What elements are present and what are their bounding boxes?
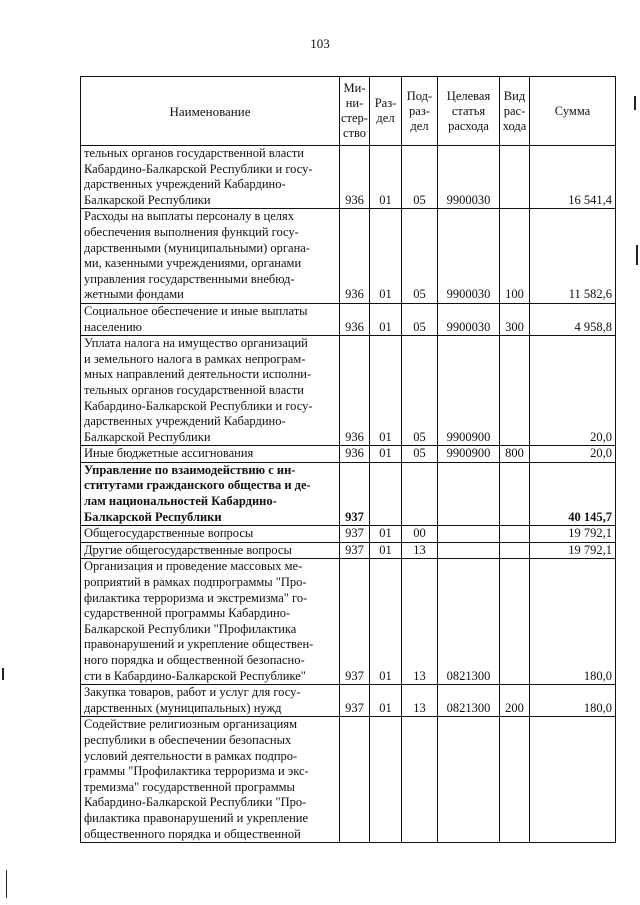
row-ministry-cell: 937 bbox=[340, 526, 370, 543]
row-ministry-cell: 936 bbox=[340, 146, 370, 209]
row-subsection-cell: 05 bbox=[402, 336, 438, 446]
row-expense-type-cell bbox=[500, 336, 530, 446]
row-sum-cell: 19 792,1 bbox=[530, 526, 616, 543]
table-row bbox=[81, 717, 616, 843]
row-subsection-cell: 05 bbox=[402, 209, 438, 304]
row-name-cell: Другие общегосударственные вопросы bbox=[81, 542, 340, 559]
table-row bbox=[81, 146, 616, 209]
row-section-cell: 01 bbox=[370, 303, 402, 335]
row-sum-cell bbox=[530, 717, 616, 843]
scan-edge-mark bbox=[634, 96, 636, 110]
row-ministry-cell: 936 bbox=[340, 303, 370, 335]
row-name-cell: Расходы на выплаты персоналу в целях обеспечения выполнения функций госу- дарственными (муниципальными) органа- ми, казенными учреждениями, органами управления государственными внебюд- жетными фондами bbox=[81, 209, 340, 304]
row-subsection-cell: 05 bbox=[402, 446, 438, 463]
row-target-cell: 9900900 bbox=[438, 336, 500, 446]
row-expense-type-cell: 200 bbox=[500, 685, 530, 717]
row-ministry-cell: 937 bbox=[340, 685, 370, 717]
row-target-cell: 9900900 bbox=[438, 446, 500, 463]
row-section-cell: 01 bbox=[370, 146, 402, 209]
row-subsection-cell: 05 bbox=[402, 303, 438, 335]
row-sum-cell: 4 958,8 bbox=[530, 303, 616, 335]
row-ministry-cell: 937 bbox=[340, 559, 370, 685]
row-subsection-cell: 00 bbox=[402, 526, 438, 543]
row-expense-type-cell bbox=[500, 462, 530, 525]
row-subsection-cell: 13 bbox=[402, 542, 438, 559]
row-expense-type-cell bbox=[500, 559, 530, 685]
row-sum-cell: 180,0 bbox=[530, 559, 616, 685]
row-section-cell: 01 bbox=[370, 685, 402, 717]
row-subsection-cell bbox=[402, 462, 438, 525]
row-ministry-cell: 937 bbox=[340, 542, 370, 559]
row-section-cell: 01 bbox=[370, 336, 402, 446]
row-target-cell bbox=[438, 717, 500, 843]
row-section-cell bbox=[370, 462, 402, 525]
header-target: Целевая статья расхода bbox=[438, 77, 500, 146]
row-sum-cell: 180,0 bbox=[530, 685, 616, 717]
table-row bbox=[81, 336, 616, 446]
row-target-cell bbox=[438, 526, 500, 543]
row-sum-cell: 16 541,4 bbox=[530, 146, 616, 209]
row-subsection-cell bbox=[402, 717, 438, 843]
row-sum-cell: 11 582,6 bbox=[530, 209, 616, 304]
row-expense-type-cell: 800 bbox=[500, 446, 530, 463]
row-target-cell: 9900030 bbox=[438, 146, 500, 209]
row-section-cell: 01 bbox=[370, 559, 402, 685]
row-name-cell: Управление по взаимодействию с ин- ститутами гражданского общества и де- лам национальностей Кабардино- Балкарской Республики bbox=[81, 462, 340, 525]
row-name-cell: Общегосударственные вопросы bbox=[81, 526, 340, 543]
row-ministry-cell: 937 bbox=[340, 462, 370, 525]
table-row bbox=[81, 303, 616, 335]
row-expense-type-cell bbox=[500, 717, 530, 843]
row-name-cell: Социальное обеспечение и иные выплаты населению bbox=[81, 303, 340, 335]
header-name: Наименование bbox=[81, 77, 340, 146]
row-section-cell: 01 bbox=[370, 446, 402, 463]
table-header-row bbox=[81, 77, 616, 146]
row-expense-type-cell bbox=[500, 542, 530, 559]
row-target-cell: 9900030 bbox=[438, 303, 500, 335]
header-ministry: Ми- ни- стер- ство bbox=[340, 77, 370, 146]
row-target-cell: 0821300 bbox=[438, 685, 500, 717]
row-target-cell bbox=[438, 542, 500, 559]
row-sum-cell: 19 792,1 bbox=[530, 542, 616, 559]
row-ministry-cell: 936 bbox=[340, 336, 370, 446]
row-sum-cell: 40 145,7 bbox=[530, 462, 616, 525]
table-row bbox=[81, 209, 616, 304]
scan-edge-mark bbox=[2, 668, 4, 680]
table-row bbox=[81, 542, 616, 559]
header-subsection: Под- раз- дел bbox=[402, 77, 438, 146]
page-number: 103 bbox=[310, 36, 330, 51]
row-name-cell: Организация и проведение массовых ме- роприятий в рамках подпрограммы "Про- филактика терроризма и экстремизма" го- сударственной программы Кабардино- Балкарской Республики "Профилактика правонарушений и укрепление обществен- ного порядка и общественной безопасно- сти в Кабардино-Балкарской Республике" bbox=[81, 559, 340, 685]
row-ministry-cell bbox=[340, 717, 370, 843]
row-name-cell: Иные бюджетные ассигнования bbox=[81, 446, 340, 463]
row-subsection-cell: 13 bbox=[402, 559, 438, 685]
header-section: Раз- дел bbox=[370, 77, 402, 146]
row-name-cell: Закупка товаров, работ и услуг для госу- дарственных (муниципальных) нужд bbox=[81, 685, 340, 717]
row-section-cell: 01 bbox=[370, 209, 402, 304]
table-row bbox=[81, 462, 616, 525]
table-row bbox=[81, 526, 616, 543]
row-ministry-cell: 936 bbox=[340, 209, 370, 304]
budget-table bbox=[80, 76, 616, 843]
row-expense-type-cell: 100 bbox=[500, 209, 530, 304]
row-section-cell bbox=[370, 717, 402, 843]
row-name-cell: Содействие религиозным организациям республики в обеспечении безопасных условий деятельности в рамках подпро- граммы "Профилактика терроризма и экс- тремизма" государственной программы Кабардино-Балкарской Республики "Про- филактика правонарушений и укрепление общественного порядка и общественной bbox=[81, 717, 340, 843]
scan-edge-mark bbox=[636, 245, 638, 265]
row-target-cell bbox=[438, 462, 500, 525]
row-section-cell: 01 bbox=[370, 526, 402, 543]
header-expense-type: Вид рас- хода bbox=[500, 77, 530, 146]
row-expense-type-cell bbox=[500, 526, 530, 543]
table-row bbox=[81, 446, 616, 463]
row-expense-type-cell bbox=[500, 146, 530, 209]
table-row bbox=[81, 559, 616, 685]
row-target-cell: 0821300 bbox=[438, 559, 500, 685]
row-name-cell: Уплата налога на имущество организаций и земельного налога в рамках непрограм- мных направлений деятельности исполни- тельных органов государственной власти Кабардино-Балкарской Республики и госу- дарственных учреждений Кабардино- Балкарской Республики bbox=[81, 336, 340, 446]
row-expense-type-cell: 300 bbox=[500, 303, 530, 335]
scan-edge-mark bbox=[6, 870, 7, 898]
row-target-cell: 9900030 bbox=[438, 209, 500, 304]
row-ministry-cell: 936 bbox=[340, 446, 370, 463]
table-row bbox=[81, 685, 616, 717]
header-sum: Сумма bbox=[530, 77, 616, 146]
row-subsection-cell: 13 bbox=[402, 685, 438, 717]
row-sum-cell: 20,0 bbox=[530, 336, 616, 446]
row-sum-cell: 20,0 bbox=[530, 446, 616, 463]
row-name-cell: тельных органов государственной власти Кабардино-Балкарской Республики и госу- дарственных учреждений Кабардино- Балкарской Республики bbox=[81, 146, 340, 209]
row-subsection-cell: 05 bbox=[402, 146, 438, 209]
row-section-cell: 01 bbox=[370, 542, 402, 559]
